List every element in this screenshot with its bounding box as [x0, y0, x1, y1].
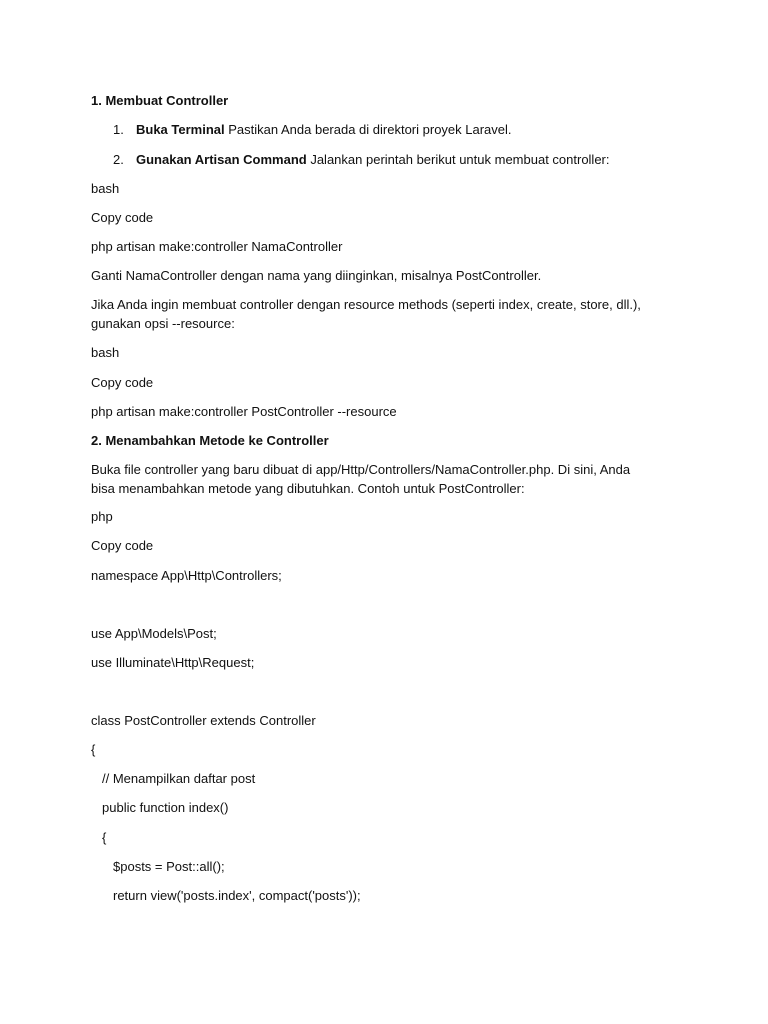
list-item [136, 150, 610, 169]
paragraph-line: bisa menambahkan metode yang dibutuhkan. Contoh untuk PostController: [91, 481, 525, 496]
copy-code-label: Copy code [91, 210, 154, 225]
paragraph-line: Buka file controller yang baru dibuat di app/Http/Controllers/NamaController.php. Di sini, Anda [91, 462, 631, 477]
code-line: { [102, 830, 107, 845]
list-item-text: Pastikan Anda berada di direktori proyek Laravel. [224, 122, 512, 137]
code-language-label: bash [91, 345, 120, 360]
code-line: // Menampilkan daftar post [102, 771, 256, 786]
code-line: public function index() [102, 800, 229, 815]
code-line: php artisan make:controller PostController --resource [91, 404, 397, 419]
code-line: use App\Models\Post; [91, 626, 217, 641]
list-item-bold: Gunakan Artisan Command [136, 152, 307, 167]
code-line: return view('posts.index', compact('posts')); [113, 888, 361, 903]
code-line: namespace App\Http\Controllers; [91, 568, 282, 583]
copy-code-label: Copy code [91, 538, 154, 553]
code-line: $posts = Post::all(); [113, 859, 225, 874]
list-item-text: Jalankan perintah berikut untuk membuat controller: [306, 152, 610, 167]
section-heading-membuat-controller: 1. Membuat Controller [91, 93, 229, 108]
code-line: use Illuminate\Http\Request; [91, 655, 255, 670]
code-line: { [91, 742, 96, 757]
code-language-label: php [91, 509, 113, 524]
list-item-bold: Buka Terminal [136, 122, 225, 137]
list-number: 1. [113, 122, 124, 137]
paragraph-line: gunakan opsi --resource: [91, 316, 235, 331]
code-line: php artisan make:controller NamaController [91, 239, 343, 254]
code-language-label: bash [91, 181, 120, 196]
code-line: class PostController extends Controller [91, 713, 316, 728]
paragraph-line: Jika Anda ingin membuat controller dengan resource methods (seperti index, create, store, dll.), [91, 297, 641, 312]
paragraph: Ganti NamaController dengan nama yang diinginkan, misalnya PostController. [91, 268, 542, 283]
list-item [136, 120, 512, 139]
section-heading-menambahkan-metode: 2. Menambahkan Metode ke Controller [91, 433, 329, 448]
list-number: 2. [113, 152, 124, 167]
copy-code-label: Copy code [91, 375, 154, 390]
